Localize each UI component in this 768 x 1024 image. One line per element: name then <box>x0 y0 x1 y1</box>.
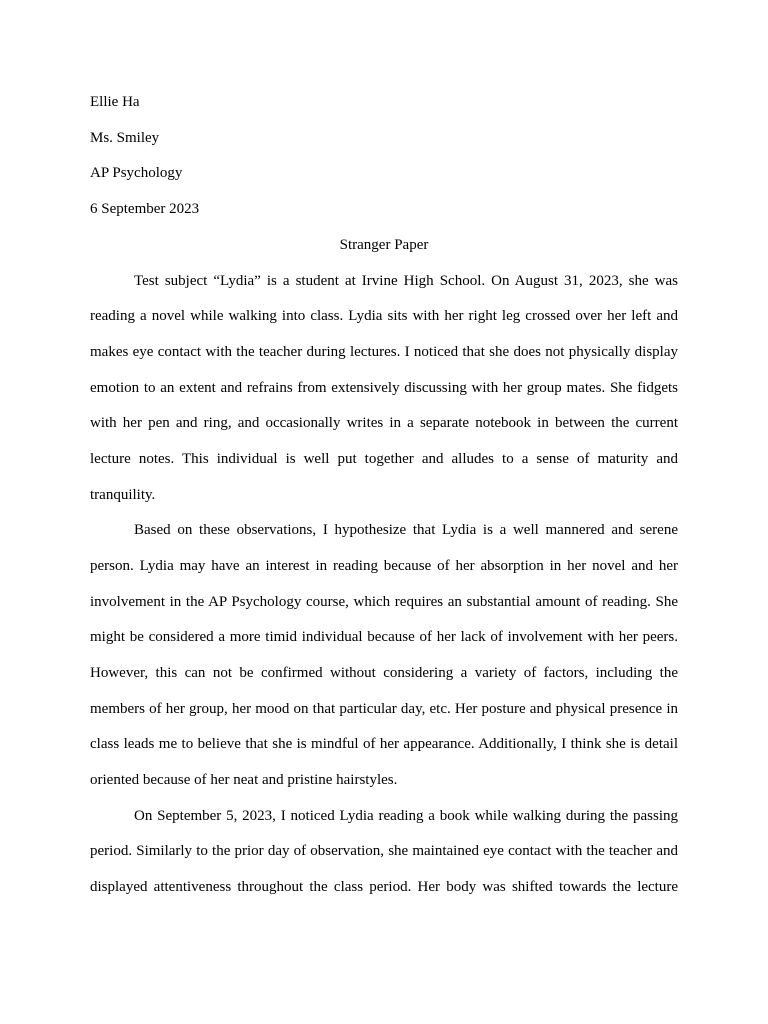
paragraph-3-line-2: period. Similarly to the prior day of observation, she maintained eye contact with the teacher and <box>90 843 678 859</box>
paragraph-3-line-1: On September 5, 2023, I noticed Lydia reading a book while walking during the passing <box>134 808 678 824</box>
paragraph-2-line-5: However, this can not be confirmed without considering a variety of factors, including the <box>90 665 678 681</box>
paragraph-1-line-2: reading a novel while walking into class. Lydia sits with her right leg crossed over her left and <box>90 308 678 324</box>
teacher-name: Ms. Smiley <box>90 130 160 146</box>
course-name: AP Psychology <box>90 165 183 181</box>
paragraph-2-line-4: might be considered a more timid individual because of her lack of involvement with her peers. <box>90 629 678 645</box>
paragraph-3-line-3: displayed attentiveness throughout the class period. Her body was shifted towards the lecture <box>90 879 678 895</box>
paragraph-2-line-8: oriented because of her neat and pristine hairstyles. <box>90 772 398 788</box>
paragraph-1-line-5: with her pen and ring, and occasionally writes in a separate notebook in between the current <box>90 415 678 431</box>
paragraph-2-line-7: class leads me to believe that she is mindful of her appearance. Additionally, I think she is detail <box>90 736 678 752</box>
paragraph-2-line-3: involvement in the AP Psychology course, which requires an substantial amount of reading. She <box>90 594 678 610</box>
paper-date: 6 September 2023 <box>90 201 200 217</box>
paragraph-1-line-3: makes eye contact with the teacher during lectures. I noticed that she does not physically display <box>90 344 678 360</box>
paragraph-1-line-6: lecture notes. This individual is well put together and alludes to a sense of maturity and <box>90 451 678 467</box>
paragraph-1-line-7: tranquility. <box>90 487 156 503</box>
paper-title: Stranger Paper <box>339 237 429 253</box>
paragraph-2-line-6: members of her group, her mood on that particular day, etc. Her posture and physical presence in <box>90 701 678 717</box>
paragraph-2-line-2: person. Lydia may have an interest in reading because of her absorption in her novel and her <box>90 558 678 574</box>
paragraph-1-line-4: emotion to an extent and refrains from extensively discussing with her group mates. She fidgets <box>90 380 678 396</box>
student-name: Ellie Ha <box>90 94 140 110</box>
paragraph-2-line-1: Based on these observations, I hypothesize that Lydia is a well mannered and serene <box>134 522 678 538</box>
paragraph-1-line-1: Test subject “Lydia” is a student at Irvine High School. On August 31, 2023, she was <box>134 273 678 289</box>
